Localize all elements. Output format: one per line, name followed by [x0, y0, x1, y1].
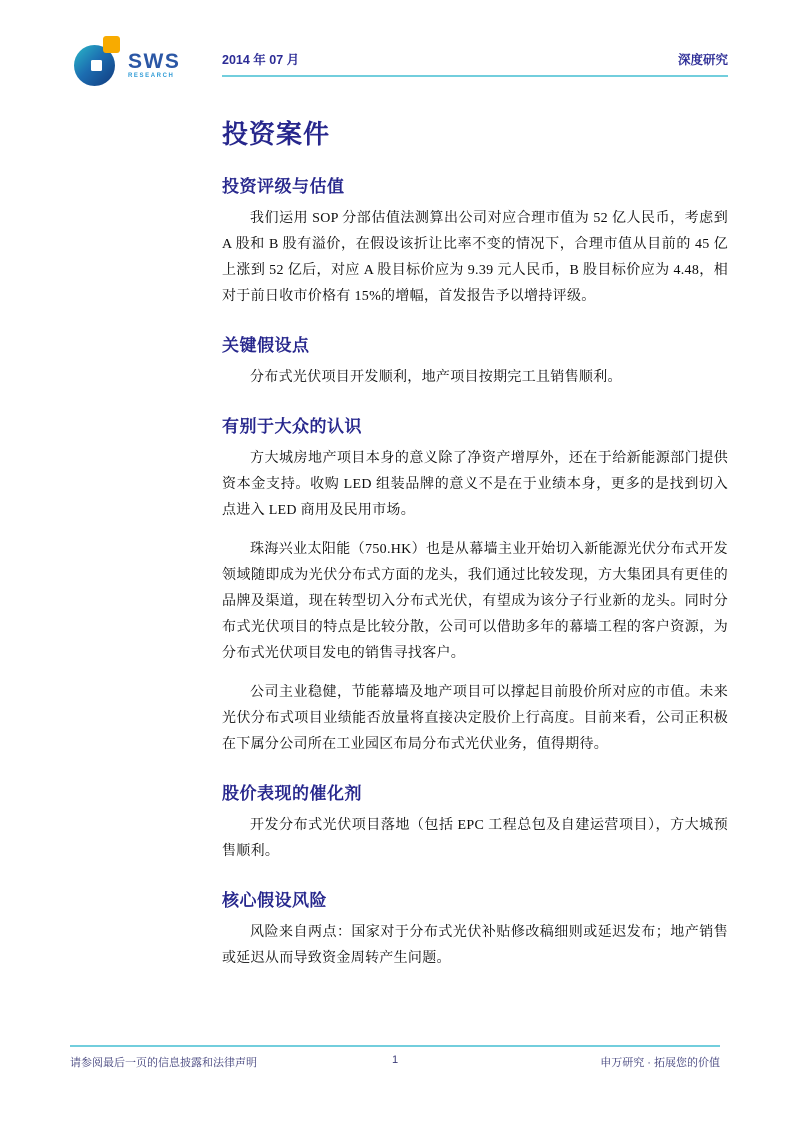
logo-wordmark [128, 52, 180, 80]
paragraph: 方大城房地产项目本身的意义除了净资产增厚外，还在于给新能源部门提供资本金支持。收购 LED 组装品牌的意义不是在于业绩本身，更多的是找到切入点进入 LED 商用及民用市场。 [222, 451, 728, 518]
footer-disclaimer: 请参阅最后一页的信息披露和法律声明 [70, 1054, 257, 1070]
logo-sws-text: SWS [128, 50, 181, 73]
paragraph: 珠海兴业太阳能（750.HK）也是从幕墙主业开始切入新能源光伏分布式开发领域随即成为光伏分布式方面的龙头，我们通过比较发现，方大集团具有更佳的品牌及渠道，现在转型切入分布式光伏，有望成为该分子行业新的龙头。同时分布式光伏项目的特点是比较分散，公司可以借助多年的幕墙工程的客户资源，为分布式光伏项目发电的销售寻找客户。 [222, 542, 728, 661]
paragraph: 分布式光伏项目开发顺利，地产项目按期完工且销售顺利。 [250, 370, 622, 385]
section-heading-differentiated-view: 有别于大众的认识 [222, 417, 362, 436]
report-date: 2014 年 07 月 [222, 53, 300, 67]
logo-white-square [91, 60, 102, 71]
paragraph: 公司主业稳健，节能幕墙及地产项目可以撑起目前股价所对应的市值。未来光伏分布式项目业绩能否放量将直接决定股价上行高度。目前来看，公司正积极在下属分公司所在工业园区布局分布式光伏业务，值得期待。 [222, 685, 728, 752]
section-heading-rating-valuation: 投资评级与估值 [222, 177, 345, 196]
page-title: 投资案件 [222, 119, 331, 149]
page-footer [70, 1045, 720, 1070]
logo-yellow-square [103, 36, 120, 53]
header-band [222, 50, 728, 77]
footer-tagline: 申万研究 · 拓展您的价值 [600, 1054, 720, 1070]
report-type-label: 深度研究 [677, 53, 728, 67]
footer-page-number: 1 [391, 1054, 399, 1066]
sws-logo-icon [74, 36, 122, 90]
paragraph: 风险来自两点：国家对于分布式光伏补贴修改稿细则或延迟发布；地产销售或延迟从而导致资金周转产生问题。 [222, 925, 728, 966]
section-heading-catalysts: 股价表现的催化剂 [222, 784, 362, 803]
paragraph: 开发分布式光伏项目落地（包括 EPC 工程总包及自建运营项目），方大城预售顺利。 [222, 818, 728, 859]
paragraph: 我们运用 SOP 分部估值法测算出公司对应合理市值为 52 亿人民币，考虑到 A 股和 B 股有溢价，在假设该折让比率不变的情况下，合理市值从目前的 45 亿上涨到 52 亿后，对应 A 股目标价应为 9.39 元人民币，B 股目标价应为 4.48，相对于前日收市价格有 15%的增幅，首发报告予以增持评级。 [222, 211, 728, 304]
section-heading-key-assumptions: 关键假设点 [222, 336, 310, 355]
report-body [222, 114, 728, 985]
section-heading-core-risks: 核心假设风险 [222, 891, 327, 910]
logo-research-text: RESEARCH [128, 73, 175, 79]
sws-logo [74, 36, 180, 90]
